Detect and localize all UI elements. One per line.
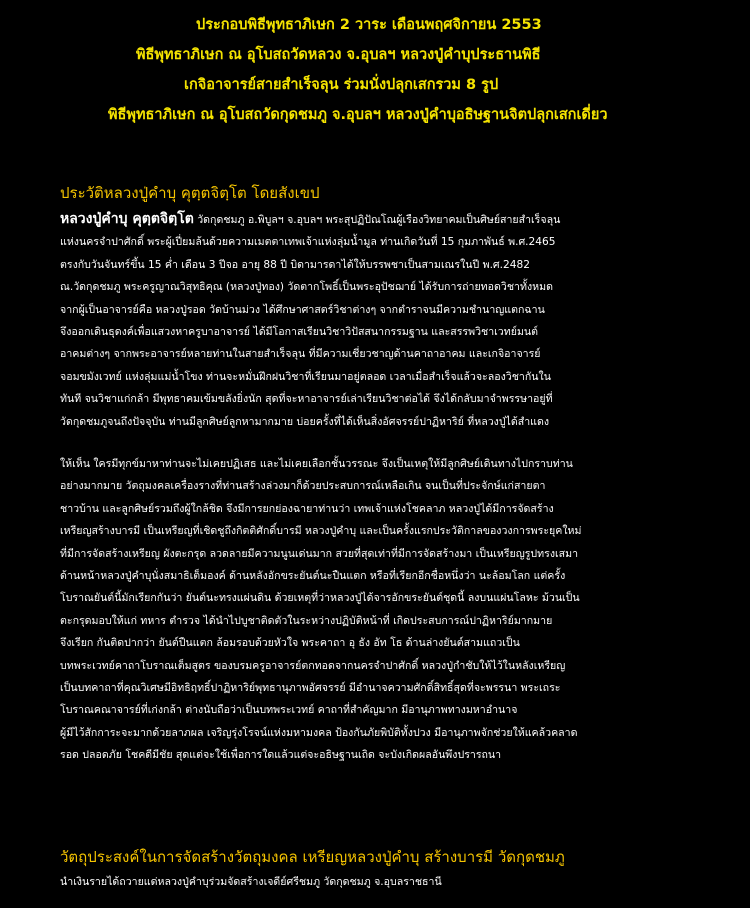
paragraph-line: ทันที จนวิชาแก่กล้า มีพุทธาคมเข้มขลังยิ่งนัก สุดที่จะหาอาจารย์เล่าเรียนวิชาต่อได้ จึงได้กลับมาจำพรรษาอยู่ที่ xyxy=(60,393,553,406)
paragraph-line xyxy=(60,208,700,231)
history-paragraph-1 xyxy=(60,208,700,433)
history-heading: ประวัติหลวงปู่คำบุ คุตฺตจิตฺโต โดยสังเขป xyxy=(60,184,320,202)
paragraph-line: บทพระเวทย์คาถาโบราณเต็มสูตร ของบรมครูอาจารย์ตกทอดจากนครจำปาศักดิ์ หลวงปู่กำชับให้ไว้ในหลังเหรียญ xyxy=(60,659,566,672)
header-line-3: เกจิอาจารย์สายสำเร็จลุน ร่วมนั่งปลุกเสกรวม 8 รูป xyxy=(184,77,499,93)
paragraph-line: จากผู้เป็นอาจารย์คือ หลวงปู่รอด วัดบ้านม่วง ได้ศึกษาศาสตร์วิชาต่างๆ จากตำราจนมีความชำนาญแตกฉาน xyxy=(60,303,545,316)
purpose-paragraph xyxy=(60,871,700,893)
paragraph-line: เป็นบทคาถาที่คุณวิเศษมีอิทธิฤทธิ์ปาฏิหาริย์พุทธานุภาพอัศจรรย์ มีอำนาจความศักดิ์สิทธิ์สุดที่จะพรรนา พระเถระ xyxy=(60,682,561,695)
paragraph-line: จึงเรียก กันติดปากว่า ยันต์ปืนแตก ล้อมรอบด้วยหัวใจ พระคาถา อุ ธัง อัท โธ ด้านล่างยันต์สามแถวเป็น xyxy=(60,637,520,650)
paragraph-line: ให้เห็น ใครมีทุกข์มาหาท่านจะไม่เคยปฏิเสธ และไม่เคยเลือกชั้นวรรณะ จึงเป็นเหตุให้มีลูกศิษย์เดินทางไปกราบท่าน xyxy=(60,458,573,470)
paragraph-line: ตะกรุดมอบให้แก่ ทหาร ตำรวจ ได้นำไปบูชาติดตัวในระหว่างปฏิบัติหน้าที่ เกิดประสบการณ์ปาฏิหาริย์มากมาย xyxy=(60,614,553,627)
ceremony-header xyxy=(0,10,750,130)
monk-name-lead: หลวงปู่คำบุ คุตฺตจิตฺโต xyxy=(60,211,194,227)
paragraph-line: ที่มีการจัดสร้างเหรียญ ผังตะกรุด ลวดลายมีความนูนเด่นมาก สวยที่สุดเท่าที่มีการจัดสร้างมา เป็นเหรียญรูปทรงเสมา xyxy=(60,547,579,560)
purpose-heading: วัตถุประสงค์ในการจัดสร้างวัตถุมงคล เหรียญหลวงปู่คำบุ สร้างบารมี วัดกุดชมภู xyxy=(60,848,565,866)
paragraph-line: เหรียญสร้างบารมี เป็นเหรียญที่เชิดชูถึงกิตติศักดิ์บารมี หลวงปู่คำบุ และเป็นครั้งแรกประวัติกาลของวงการพระยุคใหม่ xyxy=(60,525,582,538)
paragraph-line: แห่งนครจำปาศักดิ์ พระผู้เปี่ยมล้นด้วยความเมตตาเทพเจ้าแห่งลุ่มน้ำมูล ท่านเกิดวันที่ 15 กุมภาพันธ์ พ.ศ.2465 xyxy=(60,236,556,249)
paragraph-line: จอมขมังเวทย์ แห่งลุ่มแม่น้ำโขง ท่านจะหมั่นฝึกฝนวิชาที่เรียนมาอยู่ตลอด เวลาเมื่อสำเร็จแล้วจะลองวิชากันใน xyxy=(60,370,551,383)
header-line-1: ประกอบพิธีพุทธาภิเษก 2 วาระ เดือนพฤศจิกายน 2553 xyxy=(196,17,542,33)
paragraph-line: ตรงกับวันจันทร์ขึ้น 15 ค่ำ เดือน 3 ปีจอ อายุ 88 ปี บิดามารดาได้ให้บรรพชาเป็นสามเณรในปี พ.ศ.2482 xyxy=(60,258,530,271)
paragraph-line: รอด ปลอดภัย โชคดีมีชัย สุดแต่จะใช้เพื่อการใดแล้วแต่จะอธิษฐานเถิด จะบังเกิดผลอันพึงปรารถนา xyxy=(60,749,502,762)
paragraph-line: อาคมต่างๆ จากพระอาจารย์หลายท่านในสายสำเร็จลุน ที่มีความเชี่ยวชาญด้านคาถาอาคม และเกจิอาจารย์ xyxy=(60,348,541,361)
paragraph-line: ผู้มีไว้สักการะจะมากด้วยลาภผล เจริญรุ่งโรจน์แห่งมหามงคล ป้องกันภัยพิบัติทั้งปวง มีอานุภาพจักช่วยให้แคล้วคลาด xyxy=(60,726,578,739)
paragraph-line: โบราณยันต์นี้มักเรียกกันว่า ยันต์นะทรงแผ่นดิน ด้วยเหตุที่ว่าหลวงปู่ได้จารอักขระยันต์ชุดนี้ ลงบนแผ่นโลหะ ม้วนเป็น xyxy=(60,592,580,605)
history-paragraph-2 xyxy=(60,453,700,767)
paragraph-line: โบราณคณาจารย์ที่เก่งกล้า ต่างนับถือว่าเป็นบทพระเวทย์ คาถาที่สำคัญมาก มีอานุภาพทางมหาอำนาจ xyxy=(60,704,518,717)
paragraph-line: อย่างมากมาย วัตถุมงคลเครื่องรางที่ท่านสร้างล่วงมาก็ด้วยประสบการณ์เหลือเกิน จนเป็นที่ประจักษ์แก่สายตา xyxy=(60,480,546,493)
paragraph-line: ชาวบ้าน และลูกศิษย์รวมถึงผู้ใกล้ชิด จึงมีการยกย่องฉายาท่านว่า เทพเจ้าแห่งโชคลาภ หลวงปู่ได้มีการจัดสร้าง xyxy=(60,502,554,515)
paragraph-line: นำเงินรายได้ถวายแด่หลวงปู่คำบุร่วมจัดสร้างเจดีย์ศรีชมภู วัดกุดชมภู จ.อุบลราชธานี xyxy=(60,876,442,888)
paragraph-line: จึงออกเดินธุดงค์เพื่อแสวงหาครูบาอาจารย์ ได้มีโอกาสเรียนวิชาวิปัสสนากรรมฐาน และสรรพวิชาเวทย์มนต์ xyxy=(60,326,539,339)
paragraph-line-text: วัดกุดชมภู อ.พิบูลฯ จ.อุบลฯ พระสุปฏิปัณโณผู้เรืองวิทยาคมเป็นศิษย์สายสำเร็จลุน xyxy=(193,214,561,226)
header-line-4: พิธีพุทธาภิเษก ณ อุโบสถวัดกุดชมภู จ.อุบลฯ หลวงปู่คำบุอธิษฐานจิตปลุกเสกเดี่ยว xyxy=(108,107,608,123)
paragraph-line: วัดกุดชมภูจนถึงปัจจุบัน ท่านมีลูกศิษย์ลูกหามากมาย บ่อยครั้งที่ได้เห็นสิ่งอัศจรรย์ปาฏิหาริย์ ที่หลวงปู่ได้สำแดง xyxy=(60,415,550,428)
paragraph-line: ด้านหน้าหลวงปู่คำบุนั่งสมาธิเต็มองค์ ด้านหลังอักขระยันต์นะปืนแตก หรือที่เรียกอีกชื่อหนึ่งว่า นะล้อมโลก แต่ครั้ง xyxy=(60,570,566,583)
header-line-2: พิธีพุทธาภิเษก ณ อุโบสถวัดหลวง จ.อุบลฯ หลวงปู่คำบุประธานพิธี xyxy=(136,47,541,63)
paragraph-line: ณ.วัดกุดชมภู พระครูญาณวิสุทธิคุณ (หลวงปู่ทอง) วัดตากโพธิ์เป็นพระอุปัชฌาย์ ได้รับการถ่ายทอดวิชาทั้งหมด xyxy=(60,281,553,294)
